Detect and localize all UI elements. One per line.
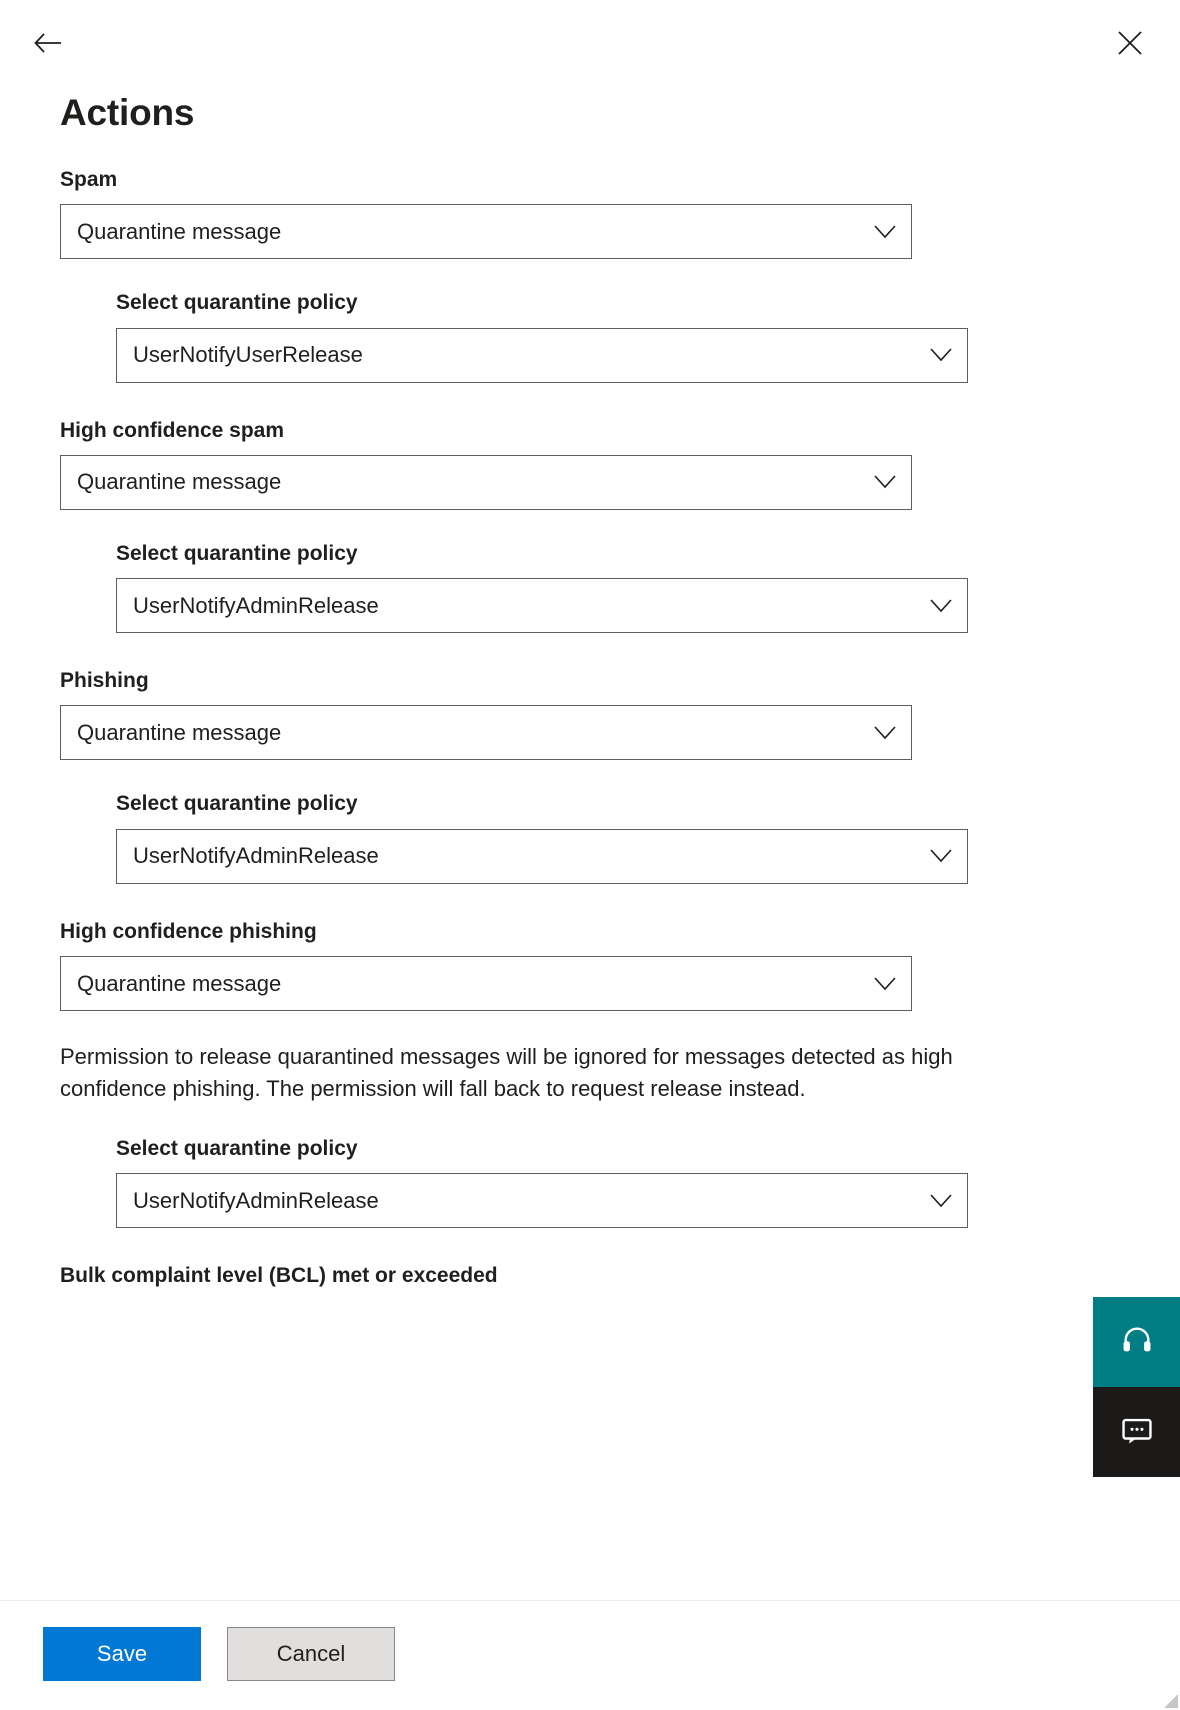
bulk-complaint-level-label: Bulk complaint level (BCL) met or exceeded bbox=[60, 1264, 498, 1288]
spam-policy-label: Select quarantine policy bbox=[116, 291, 358, 315]
high-confidence-spam-action-dropdown[interactable] bbox=[60, 455, 912, 510]
spam-label: Spam bbox=[60, 168, 118, 191]
support-widget[interactable] bbox=[1093, 1297, 1180, 1387]
phishing-label: Phishing bbox=[60, 669, 149, 693]
chevron-down-icon bbox=[929, 594, 953, 618]
phishing-policy-group bbox=[116, 790, 1120, 883]
chevron-down-icon bbox=[929, 844, 953, 868]
high-confidence-spam-policy-value: UserNotifyAdminRelease bbox=[133, 592, 379, 618]
chevron-down-icon bbox=[873, 470, 897, 494]
high-confidence-phishing-policy-dropdown[interactable] bbox=[116, 1173, 968, 1228]
high-confidence-spam-action-value: Quarantine message bbox=[77, 469, 282, 495]
chevron-down-icon bbox=[929, 1189, 953, 1213]
flyout-content bbox=[0, 92, 1180, 1600]
high-confidence-phishing-action-dropdown[interactable] bbox=[60, 956, 912, 1011]
section-high-confidence-spam bbox=[60, 417, 1120, 634]
spam-policy-dropdown[interactable] bbox=[116, 328, 968, 383]
high-confidence-spam-policy-group bbox=[116, 540, 1120, 633]
chevron-down-icon bbox=[873, 972, 897, 996]
feedback-widget[interactable] bbox=[1093, 1387, 1180, 1477]
high-confidence-phishing-policy-group bbox=[116, 1135, 1120, 1228]
phishing-action-value: Quarantine message bbox=[77, 719, 282, 745]
section-phishing bbox=[60, 667, 1120, 884]
chevron-down-icon bbox=[873, 220, 897, 244]
chat-icon bbox=[1120, 1413, 1154, 1452]
phishing-policy-dropdown[interactable] bbox=[116, 829, 968, 884]
close-button[interactable] bbox=[1104, 18, 1156, 70]
high-confidence-spam-policy-label: Select quarantine policy bbox=[116, 541, 358, 565]
page-title: Actions bbox=[60, 92, 195, 133]
high-confidence-spam-label: High confidence spam bbox=[60, 418, 285, 442]
chevron-down-icon bbox=[873, 721, 897, 745]
save-button[interactable]: Save bbox=[43, 1627, 201, 1681]
high-confidence-phishing-policy-value: UserNotifyAdminRelease bbox=[133, 1187, 379, 1213]
phishing-action-dropdown[interactable] bbox=[60, 705, 912, 760]
arrow-left-icon bbox=[31, 26, 65, 63]
resize-grip[interactable] bbox=[1158, 1688, 1180, 1710]
high-confidence-phishing-note: Permission to release quarantined messages will be ignored for messages detected as high confidence phishing. The permission will fall back to request release instead. bbox=[60, 1044, 953, 1101]
section-high-confidence-phishing bbox=[60, 918, 1120, 1228]
high-confidence-phishing-label: High confidence phishing bbox=[60, 919, 317, 943]
close-icon bbox=[1116, 29, 1144, 60]
spam-action-dropdown[interactable] bbox=[60, 204, 912, 259]
cancel-button[interactable]: Cancel bbox=[227, 1627, 395, 1681]
chevron-down-icon bbox=[929, 343, 953, 367]
side-widgets bbox=[1093, 1297, 1180, 1477]
high-confidence-phishing-action-value: Quarantine message bbox=[77, 970, 282, 996]
phishing-policy-label: Select quarantine policy bbox=[116, 792, 358, 816]
flyout-footer bbox=[0, 1600, 1180, 1710]
phishing-policy-value: UserNotifyAdminRelease bbox=[133, 843, 379, 869]
back-button[interactable] bbox=[22, 18, 74, 70]
high-confidence-phishing-policy-label: Select quarantine policy bbox=[116, 1136, 358, 1160]
section-spam bbox=[60, 166, 1120, 383]
spam-policy-group bbox=[116, 289, 1120, 382]
high-confidence-spam-policy-dropdown[interactable] bbox=[116, 578, 968, 633]
headset-icon bbox=[1120, 1323, 1154, 1362]
spam-action-value: Quarantine message bbox=[77, 218, 282, 244]
spam-policy-value: UserNotifyUserRelease bbox=[133, 342, 363, 368]
flyout-header bbox=[0, 0, 1180, 92]
